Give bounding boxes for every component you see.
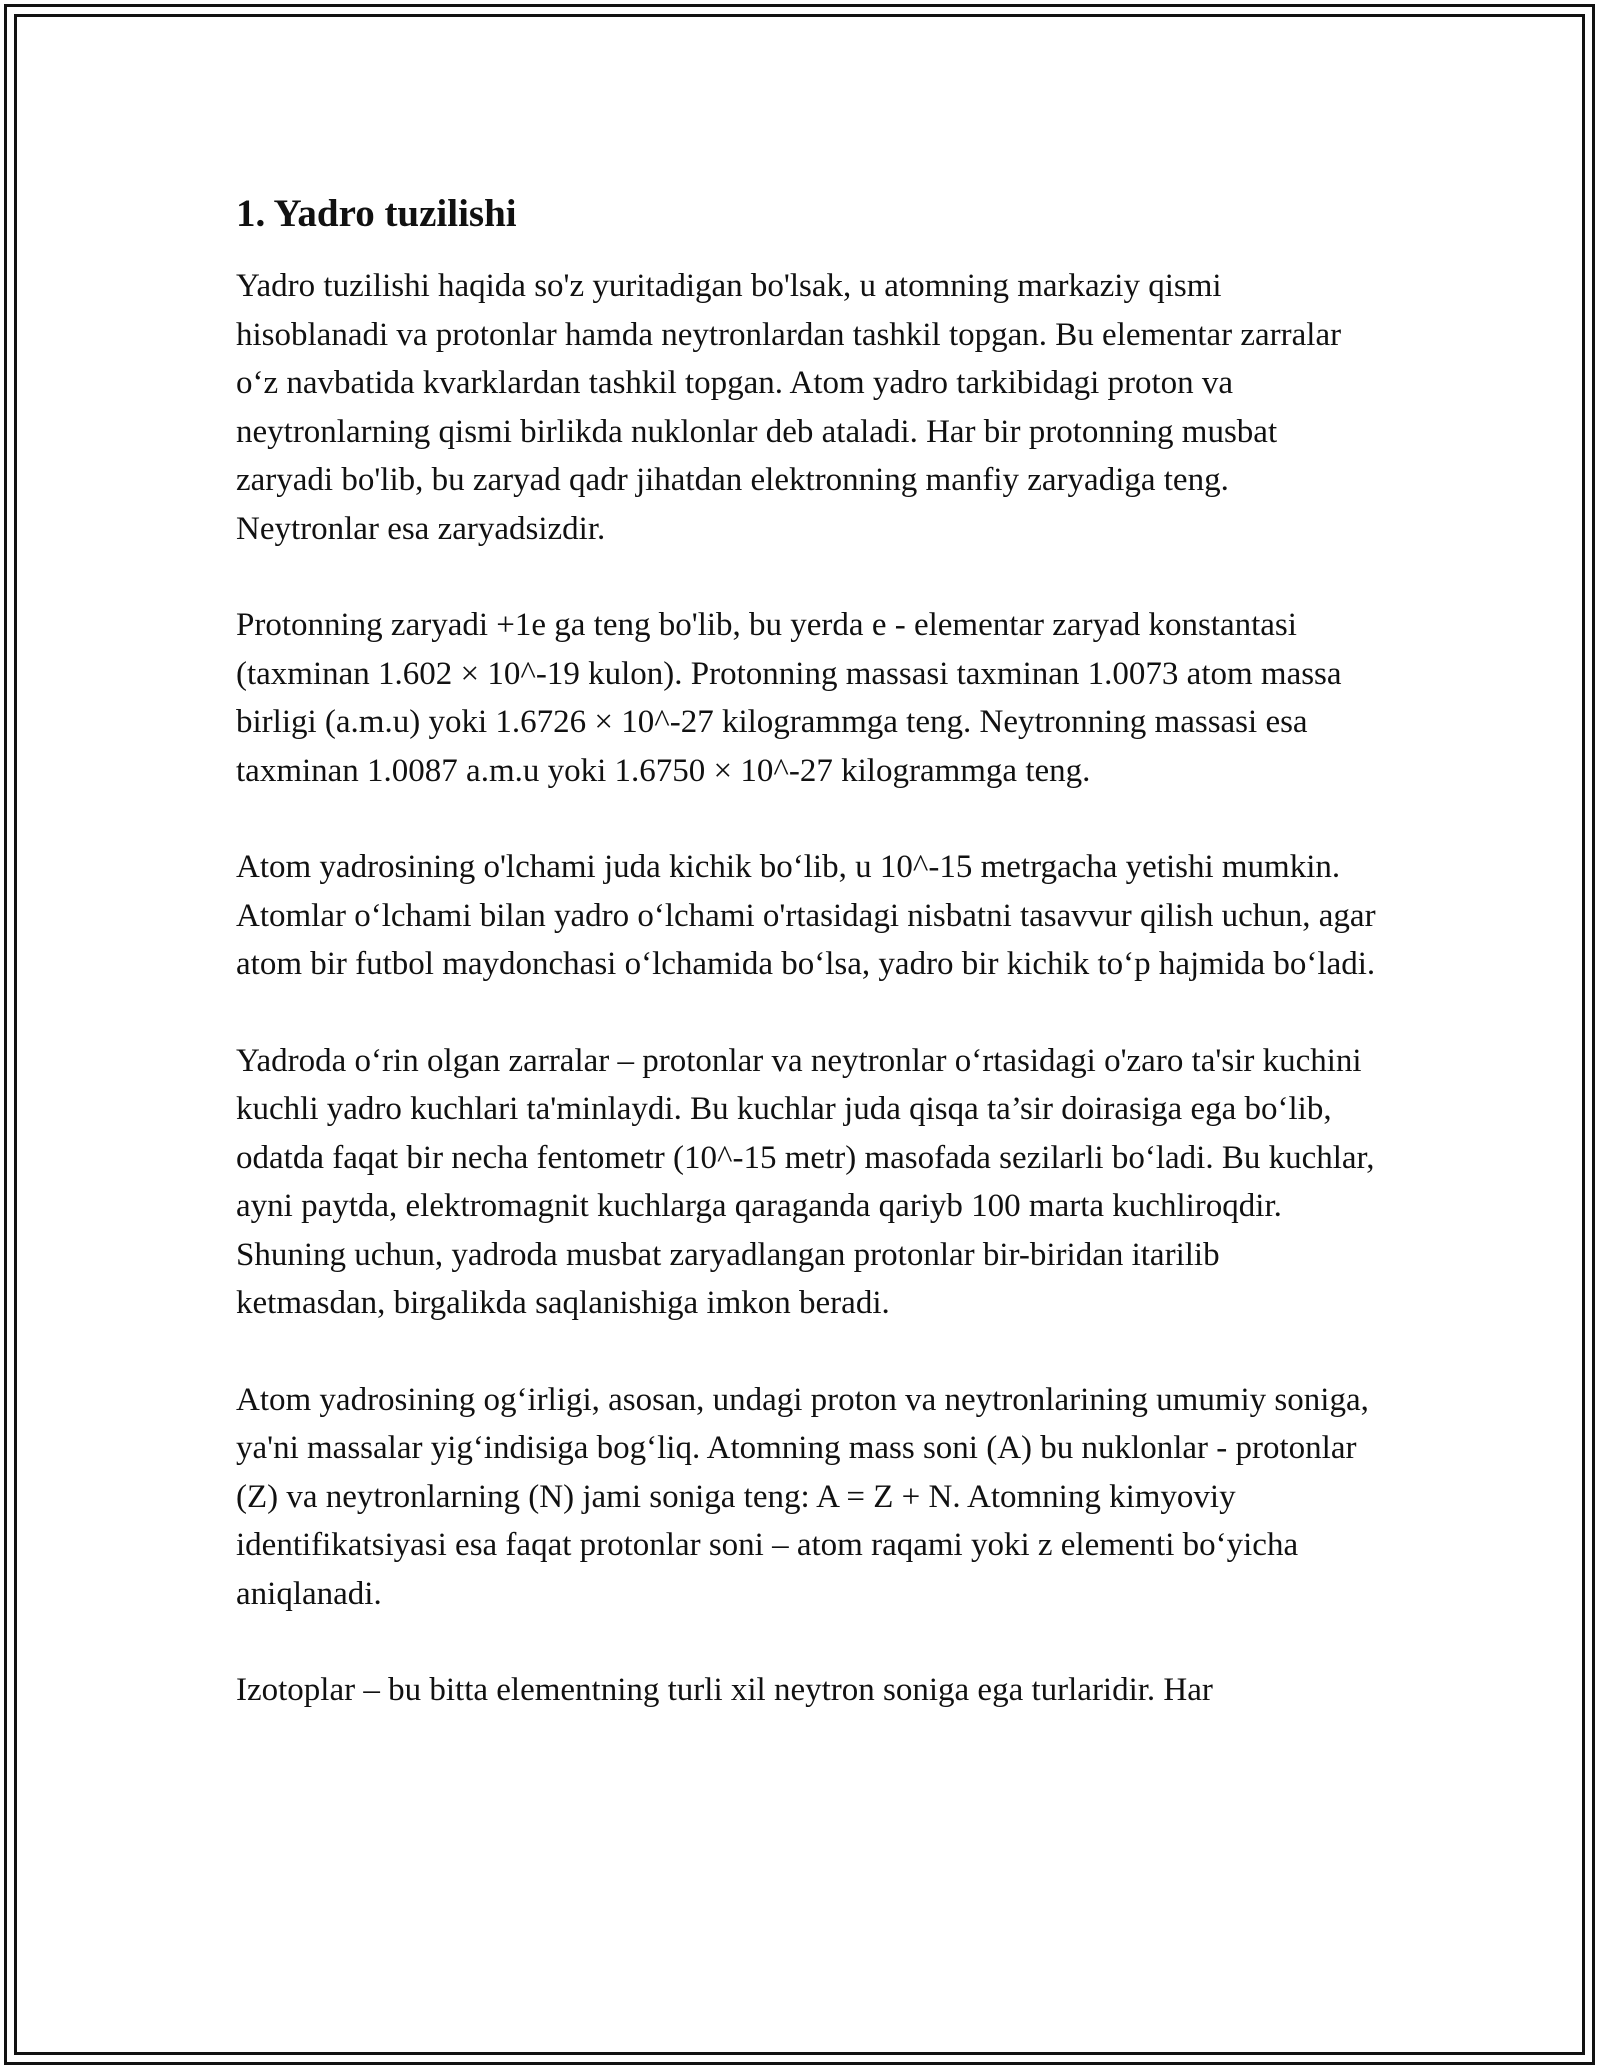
- paragraph-nucleus-size: Atom yadrosining o'lchami juda kichik bo‘lib, u 10^-15 metrgacha yetishi mumkin. Atomlar o‘lchami bilan yadro o‘lchami o'rtasidagi nisbatni tasavvur qilish uchun, agar atom bir futbol maydonchasi o‘lchamida bo‘lsa, yadro bir kichik to‘p hajmida bo‘ladi.: [236, 849, 1376, 982]
- paragraph-mass-number: Atom yadrosining og‘irligi, asosan, undagi proton va neytronlarining umumiy soniga, ya'ni massalar yig‘indisiga bog‘liq. Atomning mass soni (A) bu nuklonlar - protonlar (Z) va neytronlarning (N) jami soniga teng: A = Z + N. Atomning kimyoviy identifikatsiyasi esa faqat protonlar soni – atom raqami yoki z elementi bo‘yicha aniqlanadi.: [236, 1381, 1369, 1612]
- document-body: [236, 190, 1376, 1763]
- paragraph-isotopes: Izotoplar – bu bitta elementning turli xil neytron soniga ega turlaridir. Har: [236, 1672, 1213, 1708]
- paragraph-proton-neutron-mass: Protonning zaryadi +1e ga teng bo'lib, bu yerda e - elementar zaryad konstantasi (taxminan 1.602 × 10^-19 kulon). Protonning massasi taxminan 1.0073 atom massa birligi (a.m.u) yoki 1.6726 × 10^-27 kilogrammga teng. Neytronning massasi esa taxminan 1.0087 a.m.u yoki 1.6750 × 10^-27 kilogrammga teng.: [236, 607, 1342, 789]
- paragraph-nucleus-structure: Yadro tuzilishi haqida so'z yuritadigan bo'lsak, u atomning markaziy qismi hisoblanadi va protonlar hamda neytronlardan tashkil topgan. Bu elementar zarralar o‘z navbatida kvarklardan tashkil topgan. Atom yadro tarkibidagi proton va neytronlarning qismi birlikda nuklonlar deb ataladi. Har bir protonning musbat zaryadi bo'lib, bu zaryad qadr jihatdan elektronning manfiy zaryadiga teng. Neytronlar esa zaryadsizdir.: [236, 268, 1342, 547]
- section-title: 1. Yadro tuzilishi: [236, 192, 517, 235]
- paragraph-strong-force: Yadroda o‘rin olgan zarralar – protonlar va neytronlar o‘rtasidagi o'zaro ta'sir kuchini kuchli yadro kuchlari ta'minlaydi. Bu kuchlar juda qisqa ta’sir doirasiga ega bo‘lib, odatda faqat bir necha fentometr (10^-15 metr) masofada sezilarli bo‘ladi. Bu kuchlar, ayni paytda, elektromagnit kuchlarga qaraganda qariyb 100 marta kuchliroqdir. Shuning uchun, yadroda musbat zaryadlangan protonlar bir-biridan itarilib ketmasdan, birgalikda saqlanishiga imkon beradi.: [236, 1042, 1375, 1321]
